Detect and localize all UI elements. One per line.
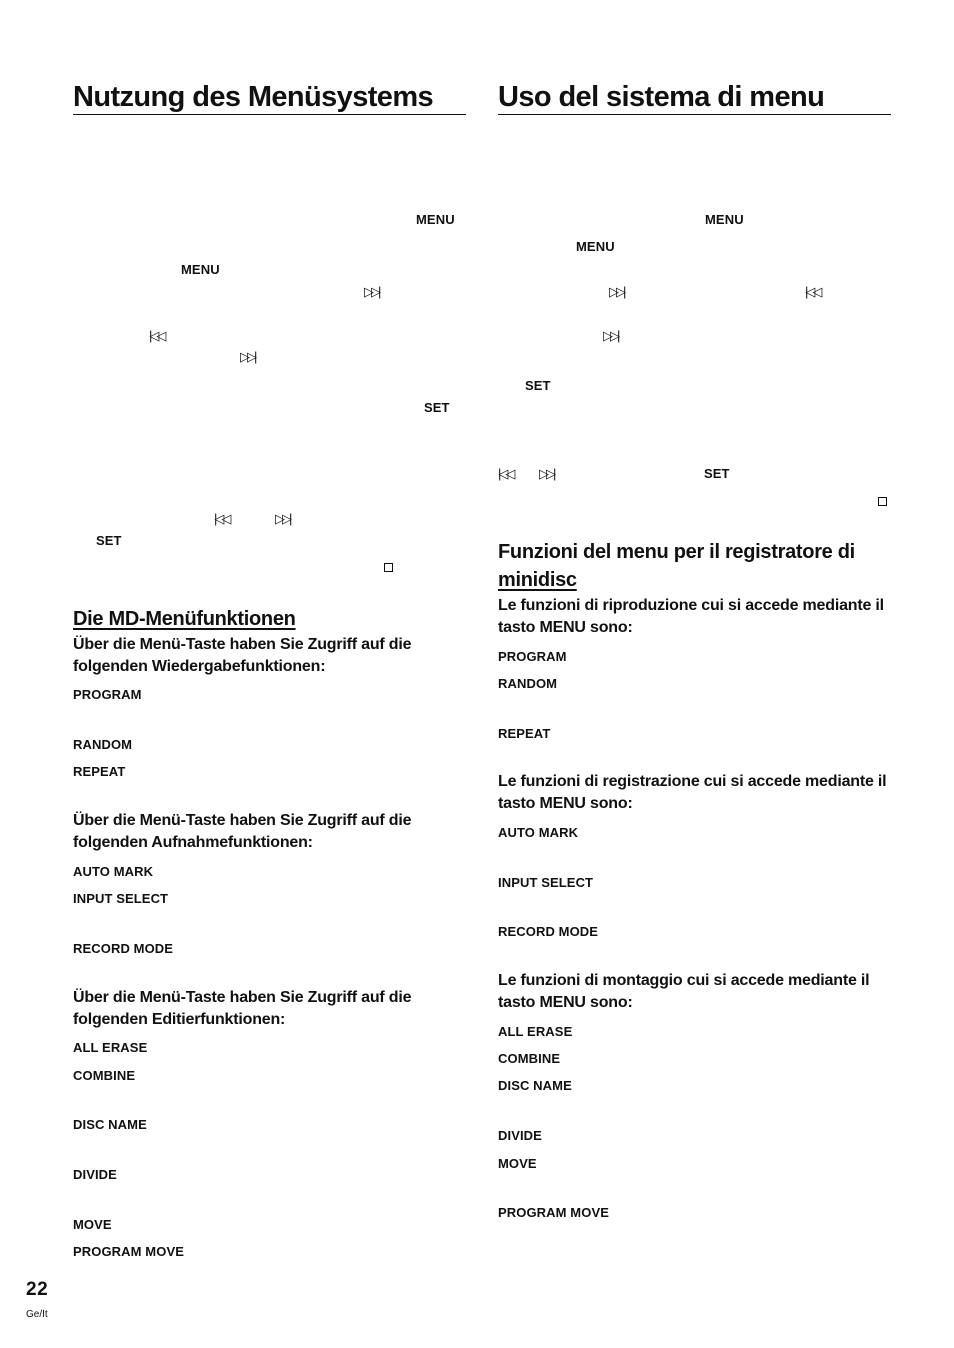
- function-item-combine: COMBINE: [498, 1051, 561, 1066]
- set-label: SET: [525, 378, 551, 393]
- play-functions-heading: Le funzioni di riproduzione cui si accede mediante il tasto MENU sono:: [498, 597, 884, 636]
- menu-label: MENU: [181, 262, 220, 277]
- menu-label: MENU: [705, 212, 744, 227]
- next-track-icon: ▷▷|: [603, 328, 618, 343]
- edit-functions-heading: Über die Menü-Taste haben Sie Zugriff auf die folgenden Editierfunktionen:: [73, 989, 412, 1028]
- function-item-disc-name: DISC NAME: [73, 1117, 147, 1132]
- function-item-all-erase: ALL ERASE: [73, 1040, 148, 1055]
- function-item-move: MOVE: [498, 1156, 537, 1171]
- menu-label: MENU: [416, 212, 455, 227]
- function-item-auto-mark: AUTO MARK: [498, 825, 579, 840]
- end-square-icon: [878, 497, 887, 506]
- next-track-icon: ▷▷|: [364, 284, 379, 299]
- set-label: SET: [96, 533, 122, 548]
- function-item-record-mode: RECORD MODE: [73, 941, 174, 956]
- next-track-icon: ▷▷|: [609, 284, 624, 299]
- function-item-random: RANDOM: [498, 676, 558, 691]
- page-title-de: Nutzung des Menüsystems: [73, 80, 466, 115]
- section-heading-de: Die MD-Menüfunktionen: [73, 608, 296, 630]
- prev-track-icon: |◁◁: [498, 466, 513, 481]
- prev-track-icon: |◁◁: [805, 284, 820, 299]
- prev-track-icon: |◁◁: [214, 511, 229, 526]
- next-track-icon: ▷▷|: [539, 466, 554, 481]
- function-item-auto-mark: AUTO MARK: [73, 864, 154, 879]
- function-item-repeat: REPEAT: [73, 764, 126, 779]
- function-item-divide: DIVIDE: [498, 1128, 542, 1143]
- function-item-combine: COMBINE: [73, 1068, 136, 1083]
- function-item-program: PROGRAM: [498, 649, 567, 664]
- function-item-input-select: INPUT SELECT: [73, 891, 169, 906]
- page-title-it: Uso del sistema di menu: [498, 80, 891, 115]
- function-item-all-erase: ALL ERASE: [498, 1024, 573, 1039]
- function-item-move: MOVE: [73, 1217, 112, 1232]
- function-item-random: RANDOM: [73, 737, 133, 752]
- function-item-disc-name: DISC NAME: [498, 1078, 572, 1093]
- edit-functions-heading: Le funzioni di montaggio cui si accede mediante il tasto MENU sono:: [498, 972, 870, 1011]
- next-track-icon: ▷▷|: [240, 349, 255, 364]
- function-item-input-select: INPUT SELECT: [498, 875, 594, 890]
- rec-functions-heading: Le funzioni di registrazione cui si accede mediante il tasto MENU sono:: [498, 773, 887, 812]
- next-track-icon: ▷▷|: [275, 511, 290, 526]
- rec-functions-heading: Über die Menü-Taste haben Sie Zugriff auf die folgenden Aufnahmefunktionen:: [73, 812, 412, 851]
- set-label: SET: [704, 466, 730, 481]
- function-item-record-mode: RECORD MODE: [498, 924, 599, 939]
- play-functions-heading: Über die Menü-Taste haben Sie Zugriff auf die folgenden Wiedergabefunktionen:: [73, 636, 412, 675]
- function-item-repeat: REPEAT: [498, 726, 551, 741]
- function-item-program-move: PROGRAM MOVE: [498, 1205, 609, 1220]
- section-heading-it: Funzioni del menu per il registratore di minidisc: [498, 541, 855, 591]
- end-square-icon: [384, 563, 393, 572]
- prev-track-icon: |◁◁: [149, 328, 164, 343]
- function-item-program: PROGRAM: [73, 687, 142, 702]
- function-item-divide: DIVIDE: [73, 1167, 117, 1182]
- language-tag: Ge/It: [26, 1309, 48, 1320]
- set-label: SET: [424, 400, 450, 415]
- menu-label: MENU: [576, 239, 615, 254]
- page-number: 22: [26, 1279, 49, 1300]
- function-item-program-move: PROGRAM MOVE: [73, 1244, 184, 1259]
